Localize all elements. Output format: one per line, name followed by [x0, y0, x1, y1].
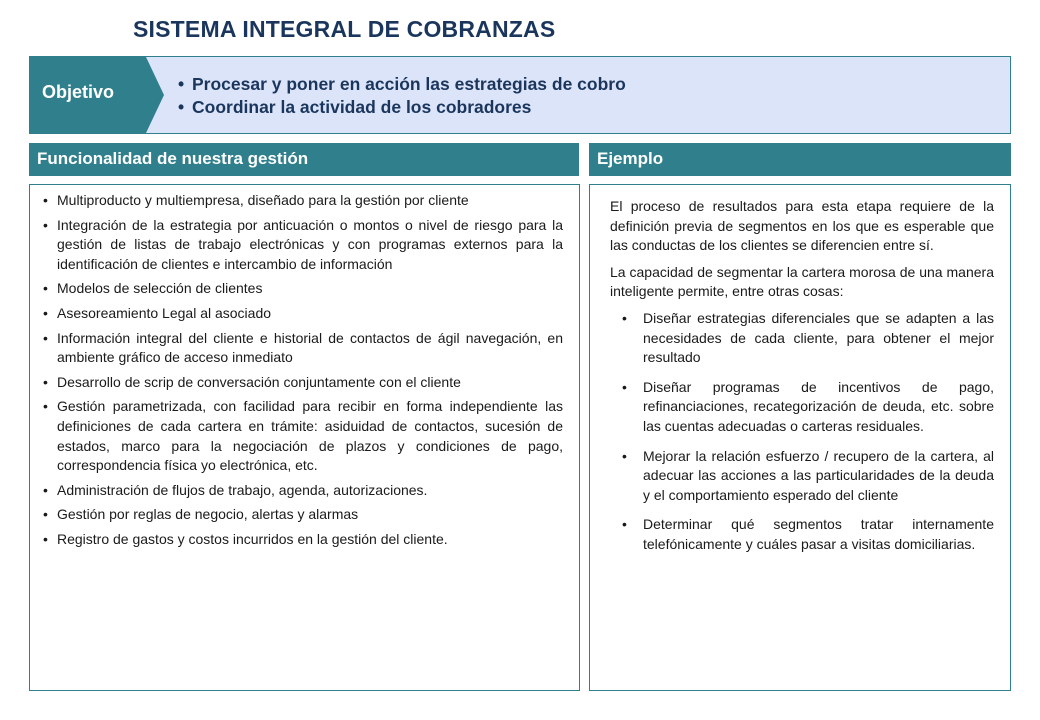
functionality-item: • Modelos de selección de clientes	[43, 279, 563, 299]
functionality-header: Funcionalidad de nuestra gestión	[29, 143, 579, 176]
functionality-item: • Desarrollo de scrip de conversación conjuntamente con el cliente	[43, 373, 563, 393]
functionality-item: • Administración de flujos de trabajo, agenda, autorizaciones.	[43, 481, 563, 501]
example-item: • Mejorar la relación esfuerzo / recupero de la cartera, al adecuar las acciones a las particularidades de la deuda y el comportamiento esperado del cliente	[622, 447, 994, 506]
example-panel	[589, 184, 1011, 691]
example-paragraph: La capacidad de segmentar la cartera morosa de una manera inteligente permite, entre otras cosas:	[610, 263, 994, 300]
example-paragraph: El proceso de resultados para esta etapa requiere de la definición previa de segmentos en los que es esperable que las conductas de los clientes se diferencien entre sí.	[610, 198, 994, 254]
functionality-item: • Gestión parametrizada, con facilidad para recibir en forma independiente las definiciones de cada cartera en trámite: asiduidad de contactos, sucesión de estados, marco para la negociación de plazos y condiciones de pago, correspondencia física yo electrónica, etc.	[43, 397, 563, 475]
example-header: Ejemplo	[589, 143, 1011, 176]
functionality-item: • Multiproducto y multiempresa, diseñado para la gestión por cliente	[43, 191, 563, 211]
objective-banner	[29, 56, 1011, 134]
functionality-item: • Información integral del cliente e historial de contactos de ágil navegación, en ambiente gráfico de acceso inmediato	[43, 329, 563, 368]
page-title: SISTEMA INTEGRAL DE COBRANZAS	[133, 16, 556, 42]
objective-tab	[30, 57, 194, 133]
example-item: • Diseñar estrategias diferenciales que se adapten a las necesidades de cada cliente, para obtener el mejor resultado	[622, 309, 994, 368]
objective-item: • Procesar y poner en acción las estrategias de cobro	[178, 73, 626, 96]
example-list	[610, 309, 994, 555]
example-item: • Determinar qué segmentos tratar internamente telefónicamente y cuáles pasar a visitas domiciliarias.	[622, 515, 994, 554]
objective-label: Objetivo	[42, 82, 115, 102]
objective-item: • Coordinar la actividad de los cobradores	[178, 96, 626, 119]
functionality-item: • Asesoreamiento Legal al asociado	[43, 304, 563, 324]
functionality-item: • Registro de gastos y costos incurridos en la gestión del cliente.	[43, 530, 563, 550]
example-item: • Diseñar programas de incentivos de pago, refinanciaciones, recategorización de deuda, etc. sobre las cuentas adecuadas o carteras residuales.	[622, 378, 994, 437]
functionality-panel	[29, 184, 580, 691]
functionality-list	[43, 191, 563, 550]
objective-list	[178, 73, 626, 119]
functionality-item: • Integración de la estrategia por anticuación o montos o nivel de riesgo para la gestión de listas de trabajo electrónicas y con programas externos para la identificación de clientes e intercambio de información	[43, 216, 563, 275]
functionality-item: • Gestión por reglas de negocio, alertas y alarmas	[43, 505, 563, 525]
